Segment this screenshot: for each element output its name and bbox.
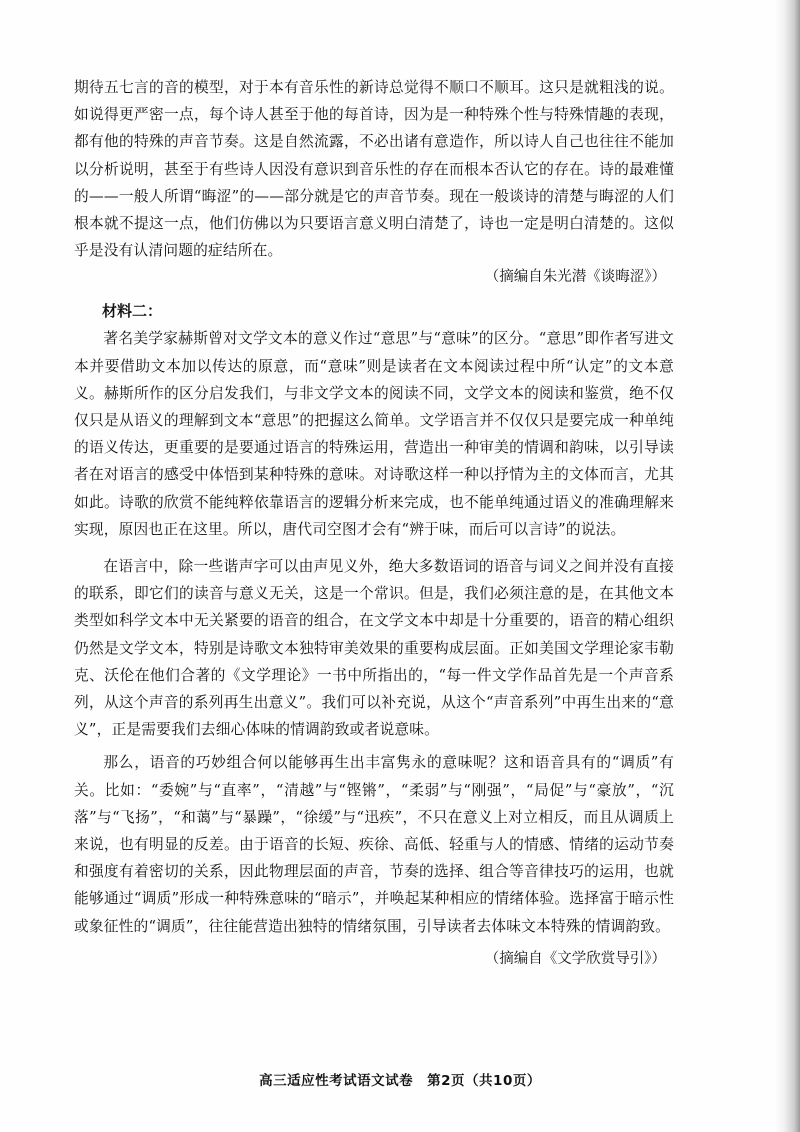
page-content [74, 74, 674, 973]
scan-shadow-edge [774, 0, 800, 1132]
material-one-source: （摘编自朱光潜《谈晦涩》） [484, 269, 666, 286]
page-footer: 高三适应性考试语文试卷 第2页（共10页） [259, 1073, 541, 1089]
material-two-paragraph-1: 著名美学家赫斯曾对文学文本的意义作过“意思”与“意味”的区分。“意思”即作者写进文本并要借助文本加以传达的原意，而“意味”则是读者在文本阅读过程中所“认定”的文本意义。赫斯所作的区分启发我们，与非文学文本的阅读不同，文学文本的阅读和鉴赏，绝不仅仅只是从语义的理解到文本“意思”的把握这么简单。文学语言并不仅仅只是要完成一种单纯的语义传达，更重要的是要通过语言的特殊运用，营造出一种审美的情调和韵味，以引导读者在对语言的感受中体悟到某种特殊的意味。对诗歌这样一种以抒情为主的文体而言，尤其如此。诗歌的欣赏不能纯粹依靠语言的逻辑分析来完成，也不能单纯通过语义的准确理解来实现，原因也正在这里。所以，唐代司空图才会有“辨于味，而后可以言诗”的说法。 [74, 330, 674, 538]
material-two-paragraph-3: 那么，语音的巧妙组合何以能够再生出丰富隽永的意味呢？这和语音具有的“调质”有关。比如：“委婉”与“直率”，“清越”与“铿锵”，“柔弱”与“刚强”，“局促”与“豪放”，“沉落”与“飞扬”，“和蔼”与“暴躁”，“徐缓”与“迅疾”，不只在意义上对立相反，而且从调质上来说，也有明显的反差。由于语音的长短、疾徐、高低、轻重与人的情感、情绪的运动节奏和强度有着密切的关系，因此物理层面的声音，节奏的选择、组合等音律技巧的运用，也就能够通过“调质”形成一种特殊意味的“暗示”，并唤起某种相应的情绪体验。选择富于暗示性或象征性的“调质”，往往能营造出独特的情绪氛围，引导读者去体味文本特殊的情调韵致。 [74, 754, 674, 935]
material-two-paragraph-2: 在语言中，除一些谐声字可以由声见义外，绝大多数语词的语音与词义之间并没有直接的联系，即它们的读音与意义无关，这是一个常识。但是，我们必须注意的是，在其他文本类型如科学文本中无关紧要的语音的组合，在文学文本中却是十分重要的，语音的精心组织仍然是文学文本，特别是诗歌文本独特审美效果的重要构成层面。正如美国文学理论家韦勒克、沃伦在他们合著的《文学理论》一书中所指出的，“每一件文学作品首先是一个声音系列，从这个声音的系列再生出意义”。我们可以补充说，从这个“声音系列”中再生出来的“意义”，正是需要我们去细心体味的情调韵致或者说意味。 [74, 558, 674, 739]
spacer [74, 543, 674, 553]
material-one-paragraph: 期待五七言的音的模型，对于本有音乐性的新诗总觉得不顺口不顺耳。这只是就粗浅的说。如说得更严密一点，每个诗人甚至于他的每首诗，因为是一种特殊个性与特殊情趣的表现，都有他的特殊的声音节奏。这是自然流露，不必出诸有意造作，所以诗人自己也往往不能加以分析说明，甚至于有些诗人因没有意识到音乐性的存在而根本否认它的存在。诗的最难懂的——一般人所谓“晦涩”的——部分就是它的声音节奏。现在一般谈诗的清楚与晦涩的人们根本就不提这一点，他们仿佛以为只要语言意义明白清楚了，诗也一定是明白清楚的。这似乎是没有认清问题的症结所在。 [74, 79, 674, 260]
material-two-source: （摘编自《文学欣赏导引》） [484, 950, 666, 967]
material-two-heading: 材料二： [102, 302, 163, 321]
